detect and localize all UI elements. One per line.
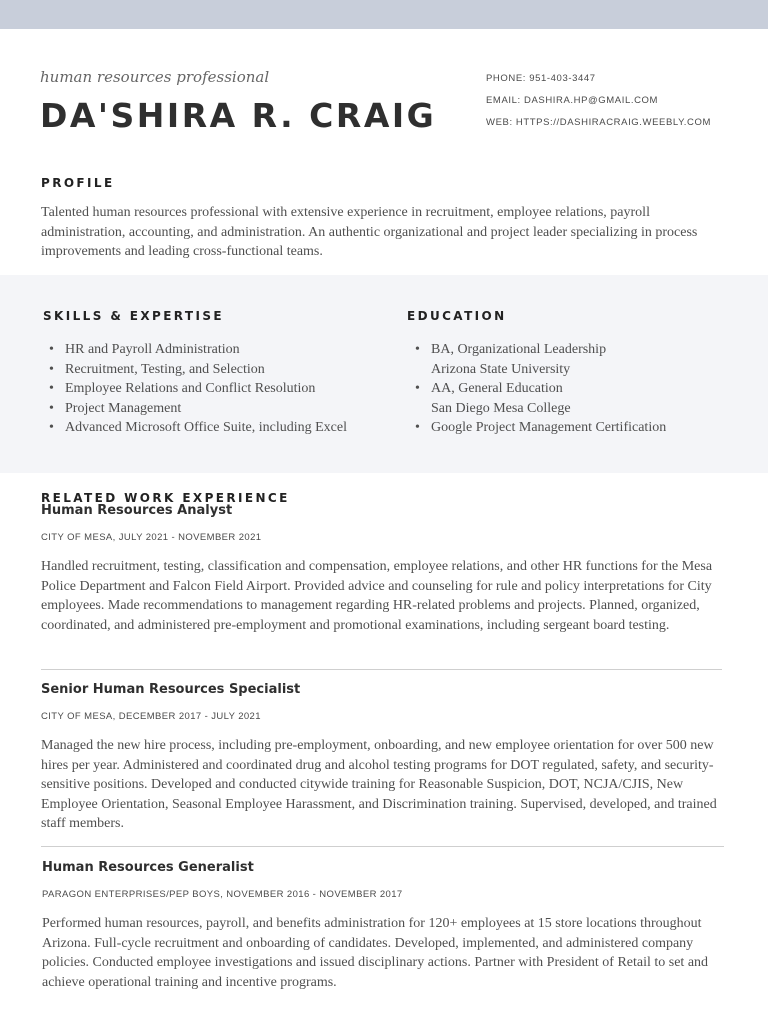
job-employer-dates: CITY OF MESA, JULY 2021 - NOVEMBER 2021 [41, 532, 262, 543]
skill-item: • Project Management [41, 399, 347, 419]
skills-list [41, 340, 347, 438]
top-color-band [0, 0, 768, 29]
job-subtitle: human resources professional [40, 68, 270, 86]
job-title: Human Resources Analyst [41, 503, 233, 518]
profile-text: Talented human resources professional with extensive experience in recruitment, employee relations, payroll administration, accounting, and administration. An authentic organizational and project leader specializing in process improvements and leading cross-functional teams. [41, 205, 698, 259]
skill-item: • HR and Payroll Administration [41, 340, 347, 360]
job-title: Senior Human Resources Specialist [41, 682, 301, 697]
job-employer-dates: PARAGON ENTERPRISES/PEP BOYS, NOVEMBER 2016 - NOVEMBER 2017 [42, 889, 403, 900]
job-employer-dates: CITY OF MESA, DECEMBER 2017 - JULY 2021 [41, 711, 261, 722]
skill-item: • Employee Relations and Conflict Resolution [41, 379, 347, 399]
candidate-name: DA'SHIRA R. CRAIG [40, 96, 437, 135]
contact-website: WEB: HTTPS://DASHIRACRAIG.WEEBLY.COM [486, 117, 712, 128]
job-divider [41, 846, 724, 847]
education-heading: EDUCATION [407, 309, 507, 323]
job-description: Handled recruitment, testing, classification and compensation, employee relations, and other HR functions for the Mesa Police Department and Falcon Field Airport. Provided advice and counseling for rule and policy interpretations for City employees. Made recommendations to management regarding HR-related problems and projects. Planned, organized, coordinated, and administered pre-employment and promotional examinations, including sergeant board testing. [41, 559, 713, 633]
job-description: Performed human resources, payroll, and benefits administration for 120+ employees at 15 store locations throughout Arizona. Full-cycle recruitment and onboarding of candidates. Developed, implemented, and administered company policies. Conducted employee investigations and issued disciplinary actions. Partner with President of Retail to set and achieve operational training and incentive programs. [42, 916, 709, 990]
contact-phone: PHONE: 951-403-3447 [486, 73, 596, 84]
resume-header [40, 66, 460, 136]
education-degree: • AA, General Education [407, 379, 666, 399]
education-degree: • Google Project Management Certification [407, 418, 666, 438]
skills-heading: SKILLS & EXPERTISE [43, 309, 224, 323]
job-description: Managed the new hire process, including pre-employment, onboarding, and new employee orientation for over 500 new hires per year. Administered and coordinated drug and alcohol testing programs for DOT regulated, safety, and security-sensitive positions. Developed and conducted citywide training for Reasonable Suspicion, DOT, NCJA/CJIS, New Employee Orientation, Seasonal Employee Harassment, and Discrimination training. Supervised, developed, and trained staff members. [41, 738, 717, 831]
job-divider [41, 669, 722, 670]
work-experience-heading: RELATED WORK EXPERIENCE [41, 491, 290, 505]
profile-heading: PROFILE [41, 176, 115, 190]
contact-info [486, 68, 711, 134]
education-school: Arizona State University [431, 361, 571, 377]
skill-item: • Recruitment, Testing, and Selection [41, 360, 347, 380]
skill-item: • Advanced Microsoft Office Suite, including Excel [41, 418, 347, 438]
job-entry [41, 681, 731, 834]
contact-email: EMAIL: DASHIRA.HP@GMAIL.COM [486, 95, 659, 106]
education-list [407, 340, 666, 438]
education-school: San Diego Mesa College [431, 400, 571, 416]
education-degree: • BA, Organizational Leadership [407, 340, 666, 360]
job-title: Human Resources Generalist [42, 860, 254, 875]
job-entry [42, 859, 732, 992]
job-entry [41, 502, 731, 635]
